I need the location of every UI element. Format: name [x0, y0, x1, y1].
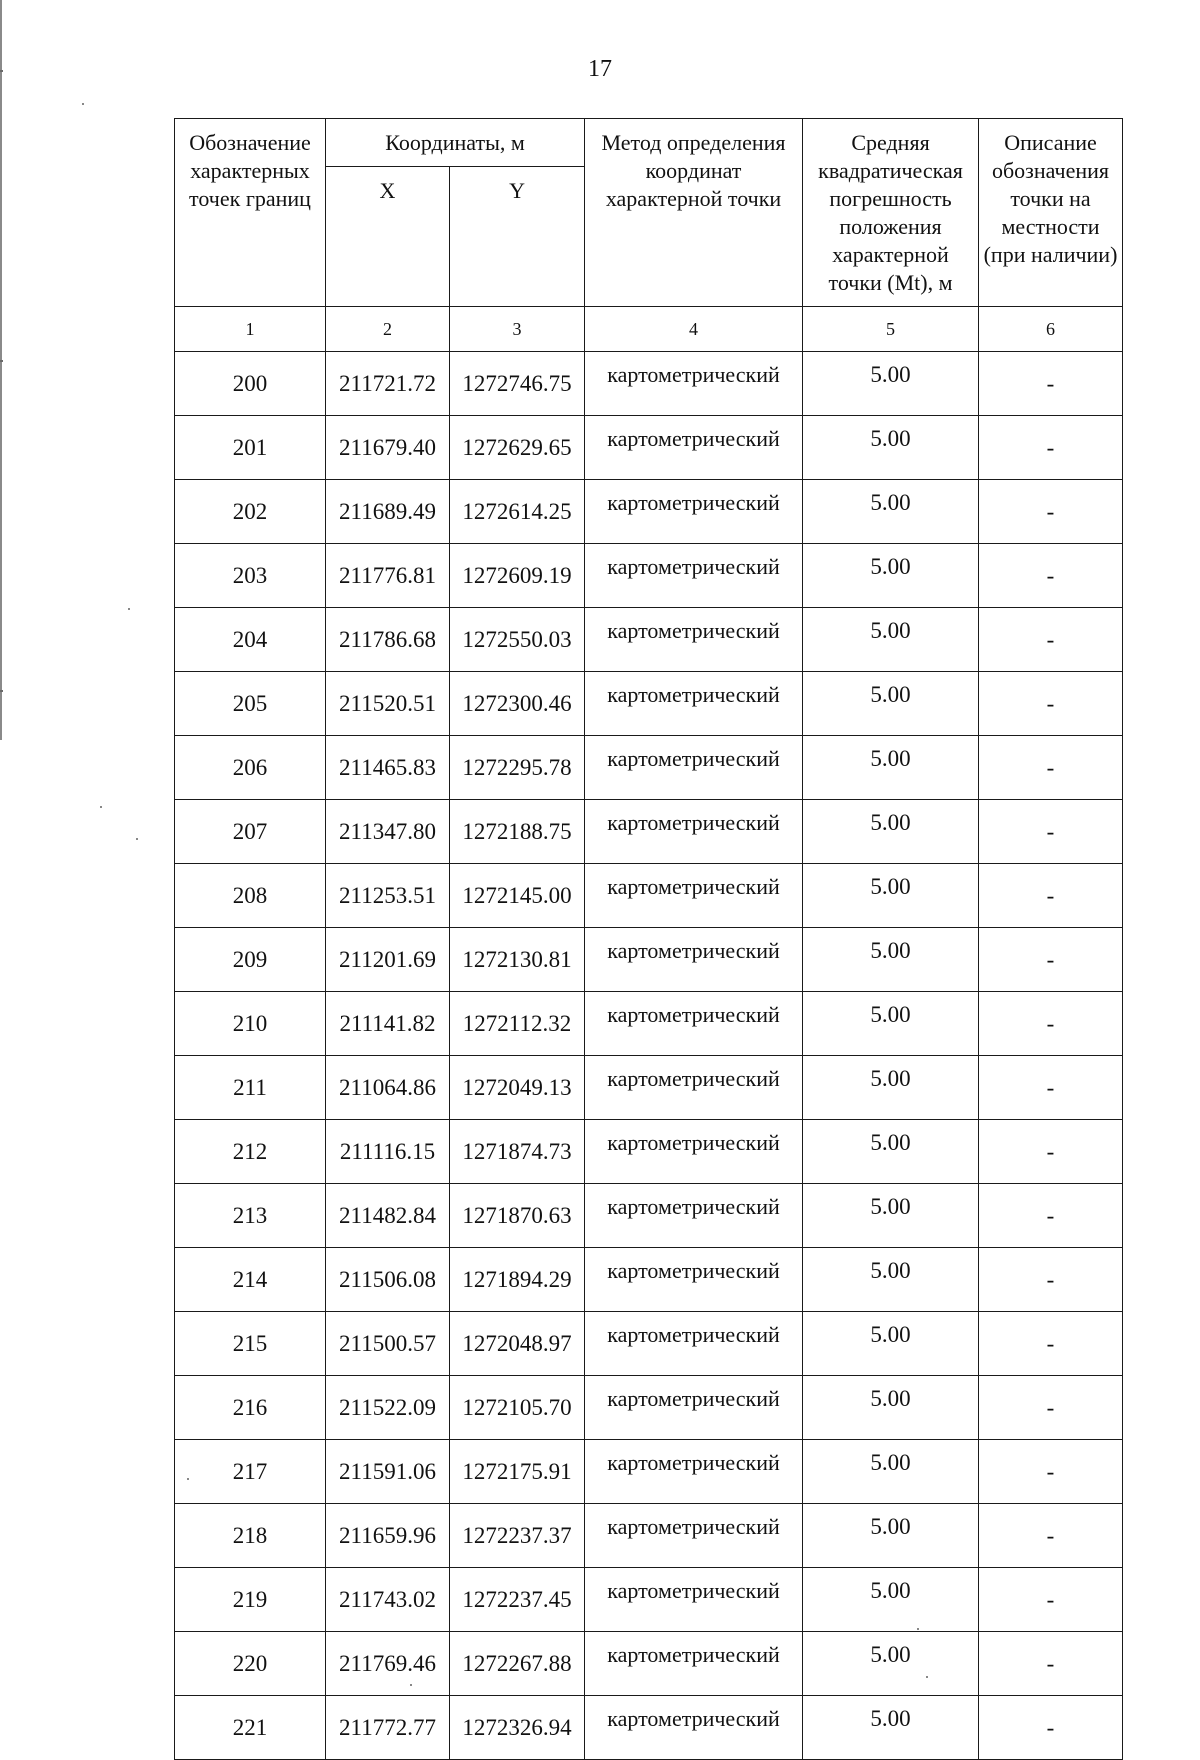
table-row	[175, 800, 1123, 864]
x-coordinate: 211141.82	[326, 992, 450, 1056]
x-coordinate: 211116.15	[326, 1120, 450, 1184]
point-description: -	[979, 1504, 1123, 1568]
table-row	[175, 1056, 1123, 1120]
method: картометрический	[585, 1056, 803, 1120]
y-coordinate: 1272130.81	[450, 928, 585, 992]
table-row	[175, 608, 1123, 672]
x-coordinate: 211772.77	[326, 1696, 450, 1760]
method: картометрический	[585, 480, 803, 544]
scan-speck	[128, 608, 130, 610]
y-coordinate: 1272326.94	[450, 1696, 585, 1760]
mean-square-error: 5.00	[803, 928, 979, 992]
method: картометрический	[585, 1568, 803, 1632]
method: картометрический	[585, 1184, 803, 1248]
x-coordinate: 211520.51	[326, 672, 450, 736]
y-coordinate: 1271874.73	[450, 1120, 585, 1184]
mean-square-error: 5.00	[803, 1440, 979, 1504]
point-description: -	[979, 1120, 1123, 1184]
x-coordinate: 211659.96	[326, 1504, 450, 1568]
method: картометрический	[585, 608, 803, 672]
header-method: Метод определения координат характерной точки	[585, 119, 803, 307]
point-id: 202	[175, 480, 326, 544]
mean-square-error: 5.00	[803, 352, 979, 416]
point-id: 204	[175, 608, 326, 672]
scan-left-edge	[0, 0, 2, 740]
column-number: 3	[450, 307, 585, 352]
table-row	[175, 672, 1123, 736]
point-description: -	[979, 416, 1123, 480]
table-row	[175, 1120, 1123, 1184]
table-row	[175, 1568, 1123, 1632]
point-id: 207	[175, 800, 326, 864]
point-description: -	[979, 864, 1123, 928]
method: картометрический	[585, 1312, 803, 1376]
mean-square-error: 5.00	[803, 1184, 979, 1248]
x-coordinate: 211500.57	[326, 1312, 450, 1376]
y-coordinate: 1272237.37	[450, 1504, 585, 1568]
point-id: 201	[175, 416, 326, 480]
point-description: -	[979, 1248, 1123, 1312]
y-coordinate: 1271894.29	[450, 1248, 585, 1312]
point-description: -	[979, 672, 1123, 736]
x-coordinate: 211522.09	[326, 1376, 450, 1440]
table-row	[175, 352, 1123, 416]
point-id: 219	[175, 1568, 326, 1632]
point-id: 215	[175, 1312, 326, 1376]
y-coordinate: 1272237.45	[450, 1568, 585, 1632]
point-description: -	[979, 1376, 1123, 1440]
point-id: 210	[175, 992, 326, 1056]
method: картометрический	[585, 864, 803, 928]
point-id: 213	[175, 1184, 326, 1248]
method: картометрический	[585, 672, 803, 736]
y-coordinate: 1272550.03	[450, 608, 585, 672]
scan-speck	[82, 103, 84, 105]
table-row	[175, 1248, 1123, 1312]
point-id: 208	[175, 864, 326, 928]
page-number: 17	[588, 56, 612, 82]
table-body	[175, 352, 1123, 1760]
point-id: 214	[175, 1248, 326, 1312]
table-row	[175, 544, 1123, 608]
mean-square-error: 5.00	[803, 1376, 979, 1440]
table-row	[175, 928, 1123, 992]
point-description: -	[979, 736, 1123, 800]
mean-square-error: 5.00	[803, 1632, 979, 1696]
point-description: -	[979, 1632, 1123, 1696]
column-number: 6	[979, 307, 1123, 352]
table-row	[175, 416, 1123, 480]
x-coordinate: 211679.40	[326, 416, 450, 480]
point-id: 209	[175, 928, 326, 992]
column-number: 2	[326, 307, 450, 352]
point-id: 211	[175, 1056, 326, 1120]
table-row	[175, 1312, 1123, 1376]
x-coordinate: 211465.83	[326, 736, 450, 800]
point-description: -	[979, 1312, 1123, 1376]
x-coordinate: 211591.06	[326, 1440, 450, 1504]
scan-edge-mark	[0, 360, 3, 362]
method: картометрический	[585, 544, 803, 608]
table-row	[175, 1504, 1123, 1568]
method: картометрический	[585, 1696, 803, 1760]
table-row	[175, 1440, 1123, 1504]
method: картометрический	[585, 416, 803, 480]
table-row	[175, 992, 1123, 1056]
y-coordinate: 1272175.91	[450, 1440, 585, 1504]
x-coordinate: 211786.68	[326, 608, 450, 672]
y-coordinate: 1272048.97	[450, 1312, 585, 1376]
point-description: -	[979, 1696, 1123, 1760]
mean-square-error: 5.00	[803, 1696, 979, 1760]
method: картометрический	[585, 1376, 803, 1440]
y-coordinate: 1272188.75	[450, 800, 585, 864]
mean-square-error: 5.00	[803, 864, 979, 928]
point-description: -	[979, 1568, 1123, 1632]
x-coordinate: 211201.69	[326, 928, 450, 992]
column-number: 1	[175, 307, 326, 352]
mean-square-error: 5.00	[803, 800, 979, 864]
point-id: 205	[175, 672, 326, 736]
mean-square-error: 5.00	[803, 1312, 979, 1376]
y-coordinate: 1271870.63	[450, 1184, 585, 1248]
point-description: -	[979, 1440, 1123, 1504]
point-id: 200	[175, 352, 326, 416]
header-mean-square-error: Средняя квадратическая погрешность положения характерной точки (Mt), м	[803, 119, 979, 307]
table-row	[175, 1696, 1123, 1760]
point-id: 217	[175, 1440, 326, 1504]
point-id: 216	[175, 1376, 326, 1440]
point-description: -	[979, 928, 1123, 992]
header-y: Y	[450, 167, 585, 307]
x-coordinate: 211064.86	[326, 1056, 450, 1120]
method: картометрический	[585, 352, 803, 416]
point-id: 206	[175, 736, 326, 800]
x-coordinate: 211721.72	[326, 352, 450, 416]
y-coordinate: 1272300.46	[450, 672, 585, 736]
table-row	[175, 1632, 1123, 1696]
header-point-description: Описание обозначения точки на местности (при наличии)	[979, 119, 1123, 307]
x-coordinate: 211689.49	[326, 480, 450, 544]
column-numbers-row	[175, 307, 1123, 352]
scan-speck	[100, 806, 102, 808]
y-coordinate: 1272112.32	[450, 992, 585, 1056]
y-coordinate: 1272145.00	[450, 864, 585, 928]
point-id: 203	[175, 544, 326, 608]
y-coordinate: 1272629.65	[450, 416, 585, 480]
method: картометрический	[585, 928, 803, 992]
mean-square-error: 5.00	[803, 672, 979, 736]
mean-square-error: 5.00	[803, 736, 979, 800]
y-coordinate: 1272614.25	[450, 480, 585, 544]
mean-square-error: 5.00	[803, 544, 979, 608]
x-coordinate: 211506.08	[326, 1248, 450, 1312]
mean-square-error: 5.00	[803, 608, 979, 672]
point-description: -	[979, 992, 1123, 1056]
coordinates-table	[174, 118, 1123, 1760]
column-number: 4	[585, 307, 803, 352]
point-id: 212	[175, 1120, 326, 1184]
x-coordinate: 211253.51	[326, 864, 450, 928]
method: картометрический	[585, 1120, 803, 1184]
method: картометрический	[585, 800, 803, 864]
table-row	[175, 1376, 1123, 1440]
header-point-designation: Обозначение характерных точек границ	[175, 119, 326, 307]
method: картометрический	[585, 736, 803, 800]
point-description: -	[979, 1184, 1123, 1248]
mean-square-error: 5.00	[803, 416, 979, 480]
point-description: -	[979, 352, 1123, 416]
y-coordinate: 1272746.75	[450, 352, 585, 416]
x-coordinate: 211482.84	[326, 1184, 450, 1248]
point-description: -	[979, 480, 1123, 544]
scan-edge-mark	[0, 690, 3, 692]
column-number: 5	[803, 307, 979, 352]
point-id: 218	[175, 1504, 326, 1568]
header-x: X	[326, 167, 450, 307]
mean-square-error: 5.00	[803, 1504, 979, 1568]
x-coordinate: 211347.80	[326, 800, 450, 864]
table-row	[175, 1184, 1123, 1248]
x-coordinate: 211769.46	[326, 1632, 450, 1696]
x-coordinate: 211776.81	[326, 544, 450, 608]
method: картометрический	[585, 1632, 803, 1696]
point-description: -	[979, 544, 1123, 608]
mean-square-error: 5.00	[803, 1568, 979, 1632]
mean-square-error: 5.00	[803, 1248, 979, 1312]
header-coordinates: Координаты, м	[326, 119, 585, 167]
table-row	[175, 864, 1123, 928]
mean-square-error: 5.00	[803, 1056, 979, 1120]
point-id: 221	[175, 1696, 326, 1760]
y-coordinate: 1272295.78	[450, 736, 585, 800]
y-coordinate: 1272049.13	[450, 1056, 585, 1120]
table-row	[175, 480, 1123, 544]
point-description: -	[979, 1056, 1123, 1120]
method: картометрический	[585, 1504, 803, 1568]
mean-square-error: 5.00	[803, 480, 979, 544]
scan-speck	[136, 838, 138, 840]
method: картометрический	[585, 1440, 803, 1504]
mean-square-error: 5.00	[803, 1120, 979, 1184]
point-id: 220	[175, 1632, 326, 1696]
y-coordinate: 1272267.88	[450, 1632, 585, 1696]
x-coordinate: 211743.02	[326, 1568, 450, 1632]
y-coordinate: 1272105.70	[450, 1376, 585, 1440]
mean-square-error: 5.00	[803, 992, 979, 1056]
point-description: -	[979, 800, 1123, 864]
method: картометрический	[585, 992, 803, 1056]
method: картометрический	[585, 1248, 803, 1312]
point-description: -	[979, 608, 1123, 672]
table-row	[175, 736, 1123, 800]
y-coordinate: 1272609.19	[450, 544, 585, 608]
